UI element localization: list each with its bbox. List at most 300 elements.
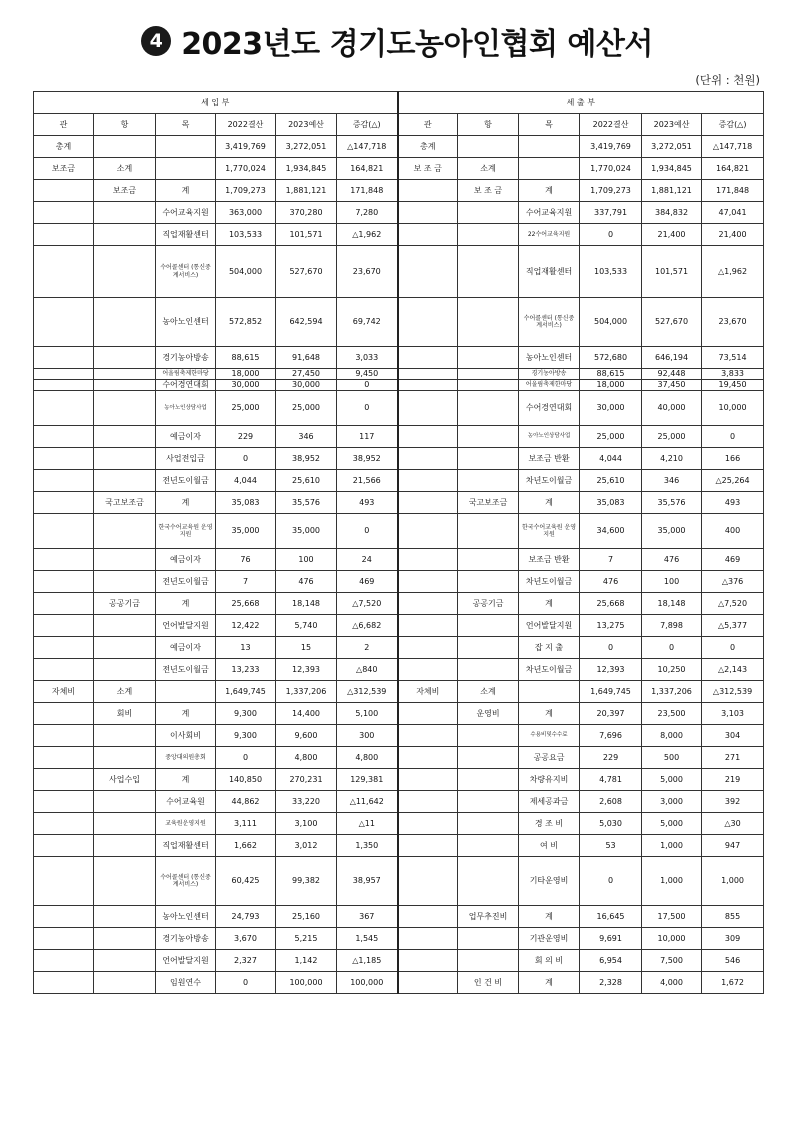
table-cell: 사업전입금 [156, 448, 216, 470]
table-cell: 제세공과금 [519, 791, 580, 813]
table-cell: 25,668 [580, 593, 642, 615]
table-cell: 9,300 [216, 703, 276, 725]
table-cell [34, 571, 94, 593]
table-cell: 572,680 [580, 347, 642, 369]
table-cell: 855 [702, 906, 764, 928]
table-cell [519, 136, 580, 158]
table-cell: 총계 [398, 136, 458, 158]
table-cell: 5,100 [337, 703, 398, 725]
title-bar [0, 19, 794, 63]
table-row [34, 136, 764, 158]
table-cell: 5,000 [642, 769, 702, 791]
table-cell [458, 347, 519, 369]
unit-label: (단위 : 천원) [695, 73, 760, 87]
table-row [34, 380, 764, 391]
table-cell: 교육원운영지원 [156, 813, 216, 835]
column-header: 2023예산 [642, 114, 702, 136]
table-cell: 기타운영비 [519, 857, 580, 906]
table-cell: 농아노인센터 [156, 298, 216, 347]
table-cell: 947 [702, 835, 764, 857]
table-cell: 270,231 [276, 769, 337, 791]
table-cell: 회 의 비 [519, 950, 580, 972]
table-cell: 언어발달지원 [519, 615, 580, 637]
table-cell [34, 659, 94, 681]
table-cell [398, 972, 458, 994]
table-cell: 35,083 [580, 492, 642, 514]
table-cell: 25,610 [276, 470, 337, 492]
table-cell: 수어교육지원 [519, 202, 580, 224]
table-cell: 예금이자 [156, 637, 216, 659]
column-header: 2022결산 [580, 114, 642, 136]
table-cell: 계 [519, 703, 580, 725]
table-row [34, 835, 764, 857]
table-cell: 3,419,769 [216, 136, 276, 158]
table-cell: 7 [216, 571, 276, 593]
table-cell [458, 791, 519, 813]
table-cell: 보 조 금 [398, 158, 458, 180]
table-cell: 13 [216, 637, 276, 659]
table-row [34, 369, 764, 380]
table-cell: 1,770,024 [216, 158, 276, 180]
table-cell [398, 615, 458, 637]
table-cell: 3,419,769 [580, 136, 642, 158]
table-cell: △840 [337, 659, 398, 681]
table-cell: 7 [580, 549, 642, 571]
table-row [34, 426, 764, 448]
table-cell: 0 [642, 637, 702, 659]
table-cell [458, 950, 519, 972]
table-cell: 3,111 [216, 813, 276, 835]
table-row [34, 298, 764, 347]
table-cell [398, 224, 458, 246]
table-cell: 76 [216, 549, 276, 571]
table-cell: △147,718 [702, 136, 764, 158]
table-cell: 24,793 [216, 906, 276, 928]
table-cell: 자체비 [34, 681, 94, 703]
table-cell: 14,400 [276, 703, 337, 725]
table-cell: 1,000 [642, 835, 702, 857]
column-header: 항 [94, 114, 156, 136]
table-cell: 0 [337, 380, 398, 391]
table-cell: 100,000 [276, 972, 337, 994]
table-cell [398, 857, 458, 906]
table-cell [398, 769, 458, 791]
table-cell: 4,800 [337, 747, 398, 769]
table-cell: 3,100 [276, 813, 337, 835]
table-cell [94, 928, 156, 950]
table-cell: 25,000 [580, 426, 642, 448]
table-cell: △11 [337, 813, 398, 835]
table-row [34, 571, 764, 593]
table-cell: 9,450 [337, 369, 398, 380]
table-cell: △7,520 [337, 593, 398, 615]
table-cell [458, 369, 519, 380]
table-cell: 3,103 [702, 703, 764, 725]
table-cell: 35,000 [276, 514, 337, 549]
table-cell [34, 769, 94, 791]
table-cell: 25,160 [276, 906, 337, 928]
table-cell: 1,881,121 [276, 180, 337, 202]
table-cell [94, 747, 156, 769]
table-cell [398, 659, 458, 681]
table-row [34, 813, 764, 835]
table-cell: 5,030 [580, 813, 642, 835]
table-cell [34, 906, 94, 928]
table-cell: 7,898 [642, 615, 702, 637]
table-cell: 103,533 [580, 246, 642, 298]
table-cell: 차량유지비 [519, 769, 580, 791]
table-cell: 30,000 [580, 391, 642, 426]
table-cell: 469 [337, 571, 398, 593]
table-cell: 수어경연대회 [156, 380, 216, 391]
table-cell: 35,000 [642, 514, 702, 549]
table-cell: 소계 [458, 158, 519, 180]
table-cell [94, 725, 156, 747]
table-cell: 476 [580, 571, 642, 593]
table-cell: △312,539 [702, 681, 764, 703]
table-cell: 한국수어교육원 운영지원 [519, 514, 580, 549]
table-cell: 40,000 [642, 391, 702, 426]
table-cell [94, 857, 156, 906]
table-cell: 493 [702, 492, 764, 514]
table-cell [94, 391, 156, 426]
table-cell: 0 [702, 426, 764, 448]
table-cell: 경 조 비 [519, 813, 580, 835]
table-cell: 업무추진비 [458, 906, 519, 928]
table-cell [398, 514, 458, 549]
table-cell: 0 [580, 637, 642, 659]
table-cell: 88,615 [216, 347, 276, 369]
table-row [34, 514, 764, 549]
table-cell: 기관운영비 [519, 928, 580, 950]
table-cell: 164,821 [337, 158, 398, 180]
table-cell [94, 972, 156, 994]
table-cell: 소계 [94, 681, 156, 703]
table-cell: 예금이자 [156, 549, 216, 571]
table-cell: 경기농아방송 [156, 347, 216, 369]
table-cell [34, 791, 94, 813]
table-cell: 예금이자 [156, 426, 216, 448]
table-cell: 10,250 [642, 659, 702, 681]
table-cell [94, 615, 156, 637]
table-cell [34, 202, 94, 224]
column-header: 목 [156, 114, 216, 136]
table-cell: △11,642 [337, 791, 398, 813]
table-cell: 4,044 [580, 448, 642, 470]
table-cell: 25,000 [642, 426, 702, 448]
table-cell [34, 470, 94, 492]
column-header: 관 [398, 114, 458, 136]
table-cell: 38,952 [276, 448, 337, 470]
table-cell [398, 202, 458, 224]
table-cell [156, 136, 216, 158]
table-cell [398, 298, 458, 347]
table-cell: 91,648 [276, 347, 337, 369]
table-cell: 44,862 [216, 791, 276, 813]
table-cell [458, 298, 519, 347]
table-cell: 5,215 [276, 928, 337, 950]
table-cell: 166 [702, 448, 764, 470]
table-cell: 229 [216, 426, 276, 448]
table-cell: 2,608 [580, 791, 642, 813]
table-cell [34, 426, 94, 448]
table-row [34, 725, 764, 747]
table-cell: 38,957 [337, 857, 398, 906]
table-cell: 384,832 [642, 202, 702, 224]
table-cell: 171,848 [702, 180, 764, 202]
table-cell [34, 224, 94, 246]
table-cell [398, 180, 458, 202]
table-cell: 0 [337, 391, 398, 426]
table-cell: 언어발달지원 [156, 950, 216, 972]
table-cell: 73,514 [702, 347, 764, 369]
table-cell [94, 448, 156, 470]
table-cell [34, 637, 94, 659]
table-cell: 공공기금 [94, 593, 156, 615]
table-cell: 농아노인센터 [519, 347, 580, 369]
table-cell [94, 835, 156, 857]
table-cell: 117 [337, 426, 398, 448]
table-cell: 수어교육원 [156, 791, 216, 813]
table-cell: △5,377 [702, 615, 764, 637]
table-cell: 476 [276, 571, 337, 593]
table-cell: 3,033 [337, 347, 398, 369]
table-cell: 35,576 [642, 492, 702, 514]
table-cell: 여 비 [519, 835, 580, 857]
table-cell: 22수어교육지원 [519, 224, 580, 246]
table-cell: 140,850 [216, 769, 276, 791]
table-cell: 400 [702, 514, 764, 549]
table-cell: 수어교육지원 [156, 202, 216, 224]
table-cell: 35,083 [216, 492, 276, 514]
table-cell: 1,142 [276, 950, 337, 972]
table-row [34, 246, 764, 298]
table-cell [34, 593, 94, 615]
table-cell: 직업재활센터 [156, 224, 216, 246]
column-header: 목 [519, 114, 580, 136]
table-cell: 527,670 [642, 298, 702, 347]
table-cell: 3,272,051 [276, 136, 337, 158]
table-cell: 346 [642, 470, 702, 492]
table-cell: 9,691 [580, 928, 642, 950]
table-cell: 129,381 [337, 769, 398, 791]
table-cell [398, 492, 458, 514]
table-cell [458, 571, 519, 593]
table-cell [398, 835, 458, 857]
table-cell: 한국수어교육원 운영지원 [156, 514, 216, 549]
table-cell: 7,500 [642, 950, 702, 972]
table-cell: 25,668 [216, 593, 276, 615]
table-cell: 30,000 [216, 380, 276, 391]
table-cell [94, 224, 156, 246]
table-cell: 500 [642, 747, 702, 769]
table-cell: 3,012 [276, 835, 337, 857]
table-cell: 어울림축제한마당 [156, 369, 216, 380]
table-cell: 504,000 [216, 246, 276, 298]
table-cell: 21,566 [337, 470, 398, 492]
table-cell [398, 549, 458, 571]
table-cell: 소계 [458, 681, 519, 703]
table-cell: △25,264 [702, 470, 764, 492]
table-cell [458, 725, 519, 747]
table-cell: 47,041 [702, 202, 764, 224]
table-row [34, 593, 764, 615]
table-cell: 171,848 [337, 180, 398, 202]
table-cell: 12,393 [580, 659, 642, 681]
table-cell: 계 [519, 180, 580, 202]
table-cell: 차년도이월금 [519, 659, 580, 681]
table-cell [34, 928, 94, 950]
table-cell: 37,450 [642, 380, 702, 391]
table-cell [458, 380, 519, 391]
table-cell: 4,210 [642, 448, 702, 470]
table-cell: 13,275 [580, 615, 642, 637]
table-cell [34, 246, 94, 298]
table-cell: 1,770,024 [580, 158, 642, 180]
table-cell [94, 470, 156, 492]
column-header: 증감(△) [702, 114, 764, 136]
table-cell [94, 514, 156, 549]
table-cell: 언어발달지원 [156, 615, 216, 637]
table-cell [94, 380, 156, 391]
table-cell [458, 136, 519, 158]
table-cell [34, 972, 94, 994]
table-cell [519, 158, 580, 180]
table-cell: 18,000 [216, 369, 276, 380]
table-cell: 646,194 [642, 347, 702, 369]
table-cell: 10,000 [702, 391, 764, 426]
table-cell [34, 391, 94, 426]
table-cell [34, 857, 94, 906]
page-title: 2023년도 경기도농아인협회 예산서 [181, 27, 653, 62]
table-cell: 69,742 [337, 298, 398, 347]
table-cell: △2,143 [702, 659, 764, 681]
table-cell: 19,450 [702, 380, 764, 391]
column-header: 항 [458, 114, 519, 136]
table-cell: 33,220 [276, 791, 337, 813]
table-row [34, 448, 764, 470]
table-cell: 자체비 [398, 681, 458, 703]
table-cell: 493 [337, 492, 398, 514]
table-cell: 농아노인상담사업 [156, 391, 216, 426]
table-cell [34, 747, 94, 769]
table-cell [458, 659, 519, 681]
table-cell: 2 [337, 637, 398, 659]
table-cell: 88,615 [580, 369, 642, 380]
table-cell: 60,425 [216, 857, 276, 906]
table-cell: 25,610 [580, 470, 642, 492]
table-cell: 34,600 [580, 514, 642, 549]
column-header: 2023예산 [276, 114, 337, 136]
table-cell [458, 514, 519, 549]
table-cell: 1,350 [337, 835, 398, 857]
table-cell [398, 593, 458, 615]
section-number-badge: 4 [141, 26, 171, 56]
table-cell [34, 703, 94, 725]
table-cell: 16,645 [580, 906, 642, 928]
table-cell: 계 [519, 593, 580, 615]
table-cell: 농아노인상담사업 [519, 426, 580, 448]
table-cell [398, 246, 458, 298]
table-cell: 92,448 [642, 369, 702, 380]
table-cell [458, 747, 519, 769]
table-cell [398, 426, 458, 448]
table-cell: 1,934,845 [642, 158, 702, 180]
table-cell: 소계 [94, 158, 156, 180]
table-cell: 17,500 [642, 906, 702, 928]
table-cell: 수어경연대회 [519, 391, 580, 426]
table-row [34, 158, 764, 180]
table-cell: 계 [519, 906, 580, 928]
table-cell: 임원연수 [156, 972, 216, 994]
table-cell: 수어콜센터 (통신중계서비스) [156, 246, 216, 298]
table-row [34, 391, 764, 426]
table-cell: 1,649,745 [216, 681, 276, 703]
table-row [34, 769, 764, 791]
table-cell: 공공요금 [519, 747, 580, 769]
table-cell [458, 928, 519, 950]
table-cell: 계 [156, 703, 216, 725]
table-cell [34, 549, 94, 571]
column-header-row [34, 114, 764, 136]
table-cell [34, 615, 94, 637]
table-cell: 보조금 반환 [519, 448, 580, 470]
table-cell [458, 470, 519, 492]
table-cell: 18,148 [642, 593, 702, 615]
table-cell: 1,337,206 [642, 681, 702, 703]
table-cell: 18,148 [276, 593, 337, 615]
table-cell: 계 [519, 492, 580, 514]
table-cell: 3,670 [216, 928, 276, 950]
table-row [34, 637, 764, 659]
table-cell: 직업재활센터 [156, 835, 216, 857]
table-cell [94, 950, 156, 972]
table-row [34, 615, 764, 637]
table-cell [34, 492, 94, 514]
table-cell: 229 [580, 747, 642, 769]
table-cell: 25,000 [276, 391, 337, 426]
table-cell [458, 391, 519, 426]
table-row [34, 703, 764, 725]
table-cell: 전년도이월금 [156, 470, 216, 492]
table-cell [94, 246, 156, 298]
table-cell: 642,594 [276, 298, 337, 347]
table-cell: 21,400 [642, 224, 702, 246]
table-cell [398, 747, 458, 769]
table-cell: 21,400 [702, 224, 764, 246]
table-cell [34, 813, 94, 835]
table-cell: 370,280 [276, 202, 337, 224]
table-cell: 공공기금 [458, 593, 519, 615]
table-cell: △6,682 [337, 615, 398, 637]
table-cell: 3,000 [642, 791, 702, 813]
table-cell: △30 [702, 813, 764, 835]
table-cell [34, 514, 94, 549]
table-cell: 12,422 [216, 615, 276, 637]
table-cell [398, 448, 458, 470]
table-cell: 18,000 [580, 380, 642, 391]
table-cell: 12,393 [276, 659, 337, 681]
table-cell: 8,000 [642, 725, 702, 747]
table-row [34, 549, 764, 571]
table-cell [458, 835, 519, 857]
table-cell: 계 [156, 492, 216, 514]
table-row [34, 224, 764, 246]
table-cell: 3,833 [702, 369, 764, 380]
table-cell: 0 [216, 972, 276, 994]
table-cell: 309 [702, 928, 764, 950]
table-cell [398, 725, 458, 747]
